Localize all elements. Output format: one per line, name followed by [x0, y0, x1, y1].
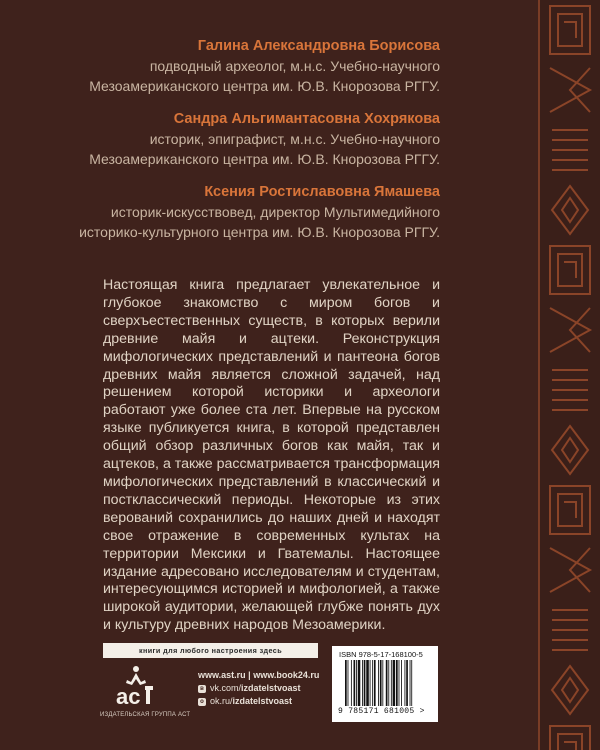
author-description: историк, эпиграфист, м.н.с. Учебно-научного Мезоамериканского центра им. Ю.В. Кнорозова РГГУ. [89, 131, 440, 167]
author-name: Ксения Ростиславовна Ямашева [204, 184, 440, 200]
ornament-pattern [540, 0, 600, 750]
publisher-tagline: книги для любого настроения здесь [103, 643, 318, 658]
author-name: Галина Александровна Борисова [197, 38, 440, 54]
vk-link[interactable] [198, 682, 319, 695]
author-entry [0, 36, 440, 96]
ok-icon: о [198, 698, 206, 706]
barcode-bars [345, 660, 427, 706]
vk-handle: izdatelstvoast [241, 683, 301, 693]
website-links[interactable]: www.ast.ru | www.book24.ru [198, 670, 320, 680]
book-description: Настоящая книга предлагает увлекательное и глубокое знакомство с миром богов и сверхъестественных существ, в которых верили древние майя и ацтеки. Реконструкция мифологических представлений и пантеона богов древних майя является сложной задачей, над решением которой историки и археологи работают уже более ста лет. Впервые на русском языке публикуется книга, в которой представлен общий обзор различных богов как майя, так и ацтеков, а также рассматривается трансформация мифологических представлений в классический и постклассический периоды. Некоторые из этих верований сохранились до наших дней и находят свое отражение в современных культах на территории Мексики и Гватемалы. Настоящее издание адресовано исследователям и студентам, интересующимся историей и мифологией, а также широкой аудитории, желающей глубже понять дух и культуру древних народов Мезоамерики. [103, 277, 440, 634]
vk-icon: в [198, 685, 206, 693]
barcode [332, 646, 438, 722]
author-name: Сандра Альгимантасовна Хохрякова [173, 111, 440, 127]
ok-link[interactable] [198, 695, 319, 708]
authors-list [0, 36, 440, 255]
ast-logo-icon [103, 662, 183, 712]
logo-text: ac [116, 684, 141, 709]
ok-handle: izdatelstvoast [232, 696, 293, 706]
ok-prefix: ok.ru/ [210, 696, 233, 706]
author-description: подводный археолог, м.н.с. Учебно-научного Мезоамериканского центра им. Ю.В. Кнорозова РГГУ. [89, 58, 440, 94]
author-description: историк-искусствовед, директор Мультимедийного историко-культурного центра им. Ю.В. Кнорозова РГГУ. [79, 204, 440, 240]
publisher-caption: ИЗДАТЕЛЬСКАЯ ГРУППА АСТ [100, 712, 191, 718]
ornament-border [538, 0, 600, 750]
barcode-digits: 9 785171 681005 > [338, 707, 425, 716]
isbn-text: ISBN 978-5-17-168100-5 [339, 650, 423, 659]
publisher-links [198, 669, 319, 708]
author-entry [0, 109, 440, 169]
author-entry [0, 182, 440, 242]
vk-prefix: vk.com/ [210, 683, 242, 693]
